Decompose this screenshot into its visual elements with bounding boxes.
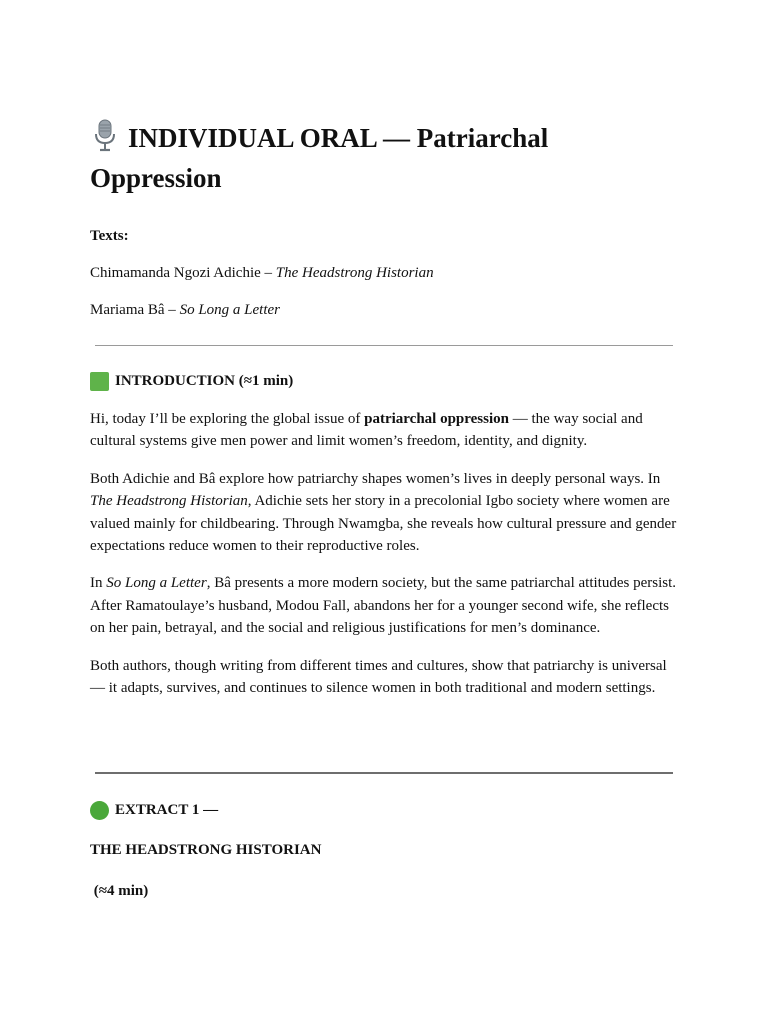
extract-1-title: THE HEADSTRONG HISTORIAN (90, 842, 322, 858)
intro-p3-text: In (90, 575, 107, 592)
divider (95, 772, 673, 774)
text-title: The Headstrong Historian (275, 265, 434, 281)
intro-p1-bold: patriarchal oppression (364, 411, 509, 427)
intro-p2-italic: The Headstrong Historian (90, 493, 248, 510)
texts-label: Texts: (90, 228, 129, 244)
intro-p3-text-end: , Bâ presents a more modern society, but the same patriarchal attitudes persist. After Ramatoulaye’s husband, Modou Fall, abandons her for a younger second wife, she reflects on her pain, betrayal, and the social and religious justifications for men’s dominance. (90, 575, 676, 637)
extract-1-duration: (≈4 min) (90, 883, 149, 899)
extract-1-heading-text: EXTRACT 1 — (115, 802, 219, 818)
intro-paragraph-2 (90, 468, 680, 558)
document-content (90, 118, 680, 899)
intro-p3-italic: So Long a Letter (106, 575, 207, 592)
intro-paragraph-1 (90, 408, 680, 453)
intro-p2-text: Both Adichie and Bâ explore how patriarchy shapes women’s lives in deeply personal ways. In (90, 470, 661, 487)
page-title-text: INDIVIDUAL ORAL — Patriarchal Oppression (90, 123, 549, 193)
green-square-icon (90, 372, 109, 391)
microphone-icon (90, 119, 120, 153)
divider (95, 345, 673, 346)
text-author: Chimamanda Ngozi Adichie – (90, 265, 276, 281)
text-title: So Long a Letter (179, 302, 280, 318)
text-item-ba (90, 300, 680, 320)
introduction-heading-text: INTRODUCTION (≈1 min) (115, 373, 294, 389)
extract-1-heading (90, 799, 680, 821)
green-circle-icon (90, 801, 109, 820)
intro-paragraph-3 (90, 572, 680, 639)
introduction-heading (90, 370, 680, 392)
intro-p2-text-end: , Adichie sets her story in a precolonial Igbo society where women are valued mainly for childbearing. Through Nwamgba, she reveals how cultural pressure and gender expectations reduce women to their reproductive roles. (90, 493, 677, 555)
intro-paragraph-4: Both authors, though writing from different times and cultures, show that patriarchy is universal — it adapts, survives, and continues to silence women in both traditional and modern settings. (90, 657, 667, 697)
intro-p1-text: Hi, today I’ll be exploring the global issue of (90, 411, 365, 427)
text-author: Mariama Bâ – (90, 302, 180, 318)
intro-p1-text-end: — the way social and cultural systems give men power and limit women’s freedom, identity, and dignity. (90, 411, 643, 450)
text-item-adichie (90, 263, 680, 283)
page-title (90, 118, 680, 198)
